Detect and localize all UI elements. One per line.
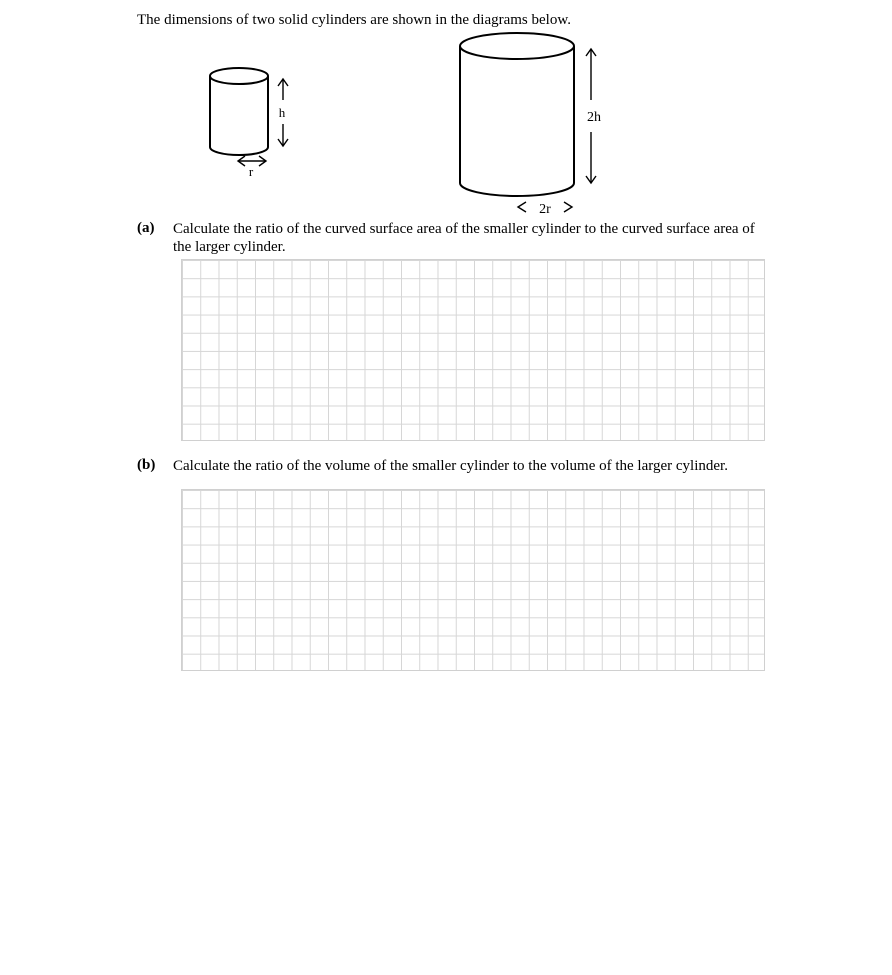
- intro-text: The dimensions of two solid cylinders are shown in the diagrams below.: [137, 12, 571, 28]
- small-radius-label: r: [248, 164, 254, 179]
- large-radius-label: 2r: [539, 202, 551, 217]
- large-height-label: 2h: [587, 110, 601, 125]
- answer-grid-a[interactable]: [181, 259, 765, 441]
- answer-grid-b[interactable]: [181, 489, 765, 671]
- small-cylinder: [210, 68, 268, 155]
- cylinders-diagram: [0, 0, 892, 220]
- small-height-label: h: [278, 105, 286, 120]
- question-b-label: (b): [137, 457, 156, 473]
- question-b-text: Calculate the ratio of the volume of the smaller cylinder to the volume of the larger cylinder.: [173, 458, 728, 474]
- question-a-text: Calculate the ratio of the curved surface area of the smaller cylinder to the curved surface area of the larger cylinder.: [173, 221, 755, 255]
- large-cylinder: [460, 33, 574, 196]
- question-a-label: (a): [137, 220, 155, 236]
